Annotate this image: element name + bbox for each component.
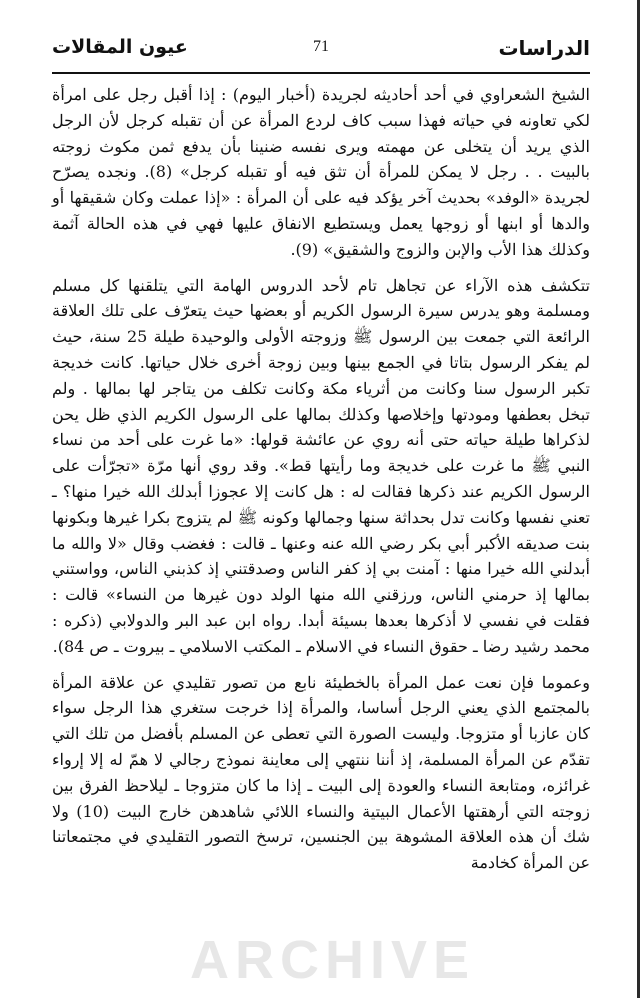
series-title: عيون المقالات: [52, 36, 188, 58]
paragraph-shaarawi-quote: الشيخ الشعراوي في أحد أحاديثه لجريدة (أخبار اليوم) : إذا أقبل رجل على امرأة لكي تعاونه في حياته فهذا سبب كاف لردع المرأة عن أن تقبله كرجل لأن الرجل الذي يريد أن يتخلى عن مهمته ويرى نفسه ضنينا بأن يدفع ثمن مكوث زوجته بالبيت . . رجل لا يمكن للمرأة أن تثق فيه أو تقبله كرجل» (8). ونجده يصرّح لجريدة «الوفد» بحديث آخر يؤكد فيه على أن المرأة : «إذا عملت وكان شقيقها أو والدها أو ابنها أو زوجها يعمل ويستطيع الانفاق عليها فهي في هذه الحالة آثمة وكذلك هذا الأب والإبن والزوج والشقيق» (9).: [52, 85, 591, 259]
archive-watermark: ARCHIVE: [190, 930, 476, 990]
running-header: [52, 30, 590, 70]
article-body: [52, 82, 590, 886]
header-divider: [52, 72, 590, 74]
paragraph-traditional-view: وعموما فإن نعت عمل المرأة بالخطيئة نابع من تصور تقليدي عن علاقة المرأة بالمجتمع الذي يعني الرجل أساسا، والمرأة إذا خرجت ستغري هذا الرجل سواء كان عازبا أو متزوجا. وليست الصورة التي تعطى عن المسلم بأفضل من تلك التي تقدّم عن المرأة المسلمة، إذ أننا ننتهي إلى معاينة نموذج رجالي لا همّ له إلا إرواء غرائزه، ومتابعة النساء والعودة إلى البيت ـ إذا ما كان متزوجا ـ ليلاحظ الفرق بين زوجته التي أرهقتها الأعمال البيتية والنساء اللائي شاهدهن خارج البيت (10) ولا شك أن هذه العلاقة المشوهة بين الجنسين، ترسخ التصور التقليدي في مجتمعاتنا عن المرأة كخادمة: [52, 672, 590, 873]
journal-title: الدراسات: [498, 36, 590, 60]
page-number: 71: [313, 38, 329, 55]
paragraph-khadija: تتكشف هذه الآراء عن تجاهل تام لأحد الدروس الهامة التي يتلقنها كل مسلم ومسلمة وهو يدرس سيرة الرسول الكريم أو بعضها حيث يتعرّف على تلك العلاقة الرائعة التي جمعت بين الرسول ﷺ وزوجته الأولى والوحيدة طيلة 25 سنة، حيث لم يفكر الرسول بتاتا في الجمع بينها وبين زوجة أخرى خلال حياتها. كانت خديجة تكبر الرسول سنا وكانت من أثرياء مكة وكانت تكلف من يتاجر لها بمالها . ولم تبخل بعطفها ومودتها وإخلاصها وكذلك بمالها على الرسول الكريم الذي ظل يحن لذكراها طيلة حياته حتى أنه روي عن عائشة قولها: «ما غرت على أحد من نساء النبي ﷺ ما غرت على خديجة وما رأيتها قط». وقد روي أنها مرّة «تجرّأت على الرسول الكريم عند ذكرها فقالت له : هل كانت إلا عجوزا أبدلك الله خيرا منها؟ ـ تعني نفسها وكانت تدل بحداثة سنها وجمالها وكونه ﷺ لم يتزوج بكرا غيرها وبكونها بنت صديقه الأكبر أبي بكر رضي الله عنه وعنها ـ قالت : فغضب وقال «لا والله ما أبدلني الله خيرا منها : آمنت بي إذ كفر الناس وصدقتني إذ كذبني الناس، وواستني بمالها إذ حرمني الناس، ورزقني الله منها الولد دون غيرها من النساء» قالت : فقلت في نفسي لا أذكرها بعدها بسيئة أبدا. رواه ابن عبد البر والدولابي (ذكره : محمد رشيد رضا ـ حقوق النساء في الاسلام ـ المكتب الاسلامي ـ بيروت ـ ص 84).: [52, 275, 590, 656]
